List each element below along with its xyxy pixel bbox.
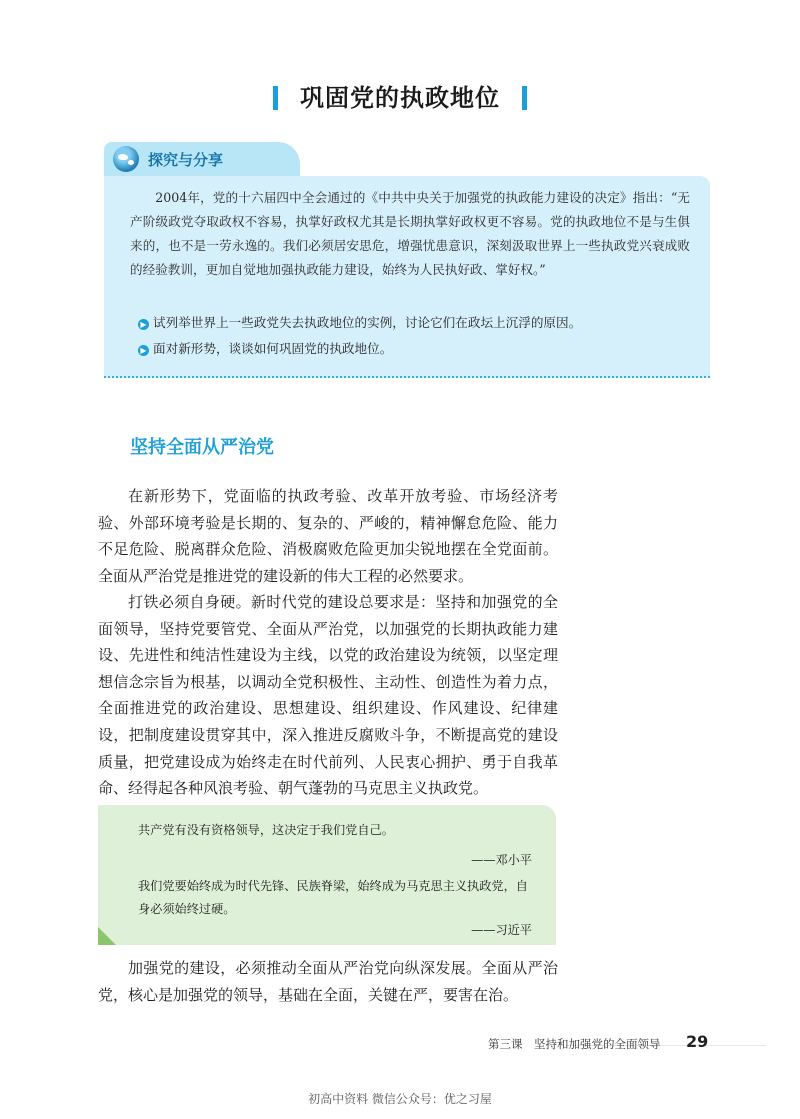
body-paragraph-1: 在新形势下，党面临的执政考验、改革开放考验、市场经济考验、外部环境考验是长期的、复杂的、严峻的，精神懈怠危险、能力不足危险、脱离群众危险、消极腐败危险更加尖锐地摆在全党面前。全面从严治党是推进党的建设新的伟大工程的必然要求。 bbox=[98, 487, 558, 585]
title-right-bar bbox=[522, 86, 527, 110]
page-title bbox=[0, 78, 800, 113]
explore-label: 探究与分享 bbox=[148, 151, 224, 169]
question-text: 面对新形势，谈谈如何巩固党的执政地位。 bbox=[153, 341, 393, 356]
watermark: 初高中资料 微信公众号：优之习屋 bbox=[308, 1092, 492, 1106]
quote-text-2: 我们党要始终成为时代先锋、民族脊梁，始终成为马克思主义执政党，自身必须始终过硬。 bbox=[138, 879, 528, 916]
page-title-text: 巩固党的执政地位 bbox=[300, 84, 500, 112]
explore-paragraph: 2004年，党的十六届四中全会通过的《中共中央关于加强党的执政能力建设的决定》指出：“无产阶级政党夺取政权不容易，执掌好政权尤其是长期执掌好政权更不容易。党的执政地位不是与生俱来的，也不是一劳永逸的。我们必须居安思危，增强忧患意识，深刻汲取世界上一些执政党兴衰成败的经验教训，更加自觉地加强执政能力建设，始终为人民执好政、掌好权。” bbox=[130, 190, 690, 277]
section-heading: 坚持全面从严治党 bbox=[130, 437, 274, 458]
quote-author-1: ——邓小平 bbox=[471, 853, 532, 867]
globe-icon bbox=[113, 146, 139, 172]
explore-question-2 bbox=[138, 338, 392, 357]
quote-box bbox=[98, 805, 556, 945]
quote-author-2: ——习近平 bbox=[471, 923, 532, 937]
explore-tab bbox=[104, 142, 300, 176]
body-paragraph-3: 加强党的建设，必须推动全面从严治党向纵深发展。全面从严治党，核心是加强党的领导，基础在全面，关键在严，要害在治。 bbox=[98, 959, 558, 1004]
title-left-bar bbox=[273, 86, 278, 110]
quote-text-1: 共产党有没有资格领导，这决定于我们党自己。 bbox=[138, 823, 394, 837]
explore-question-1 bbox=[138, 312, 581, 331]
play-bullet-icon: ▶ bbox=[138, 345, 149, 356]
page-number: 29 bbox=[686, 1032, 709, 1051]
footer-lesson-title: 第三课 坚持和加强党的全面领导 bbox=[488, 1037, 661, 1051]
question-text: 试列举世界上一些政党失去执政地位的实例，讨论它们在政坛上沉浮的原因。 bbox=[153, 315, 582, 330]
play-bullet-icon: ▶ bbox=[138, 319, 149, 330]
quote-corner-mark bbox=[98, 927, 116, 945]
explore-box bbox=[104, 176, 710, 378]
body-paragraph-2: 打铁必须自身硬。新时代党的建设总要求是：坚持和加强党的全面领导，坚持党要管党、全面从严治党，以加强党的长期执政能力建设、先进性和纯洁性建设为主线，以党的政治建设为统领，以坚定理想信念宗旨为根基，以调动全党积极性、主动性、创造性为着力点，全面推进党的政治建设、思想建设、组织建设、作风建设、纪律建设，把制度建设贯穿其中，深入推进反腐败斗争，不断提高党的建设质量，把党建设成为始终走在时代前列、人民衷心拥护、勇于自我革命、经得起各种风浪考验、朝气蓬勃的马克思主义执政党。 bbox=[98, 593, 558, 798]
